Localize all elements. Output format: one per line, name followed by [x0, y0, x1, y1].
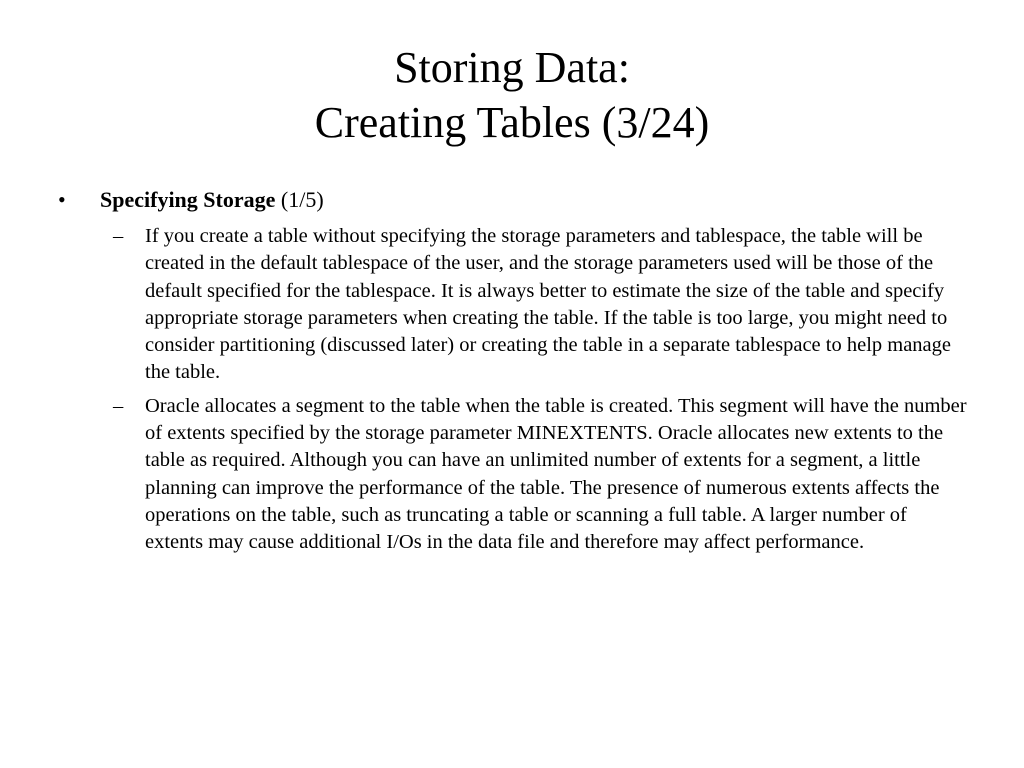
slide-body	[58, 185, 968, 563]
slide-title-line-1: Storing Data:	[394, 43, 630, 92]
bullet-heading: Specifying Storage	[100, 187, 276, 212]
dash-marker: –	[113, 394, 124, 417]
sub-bullet-text: If you create a table without specifying the storage parameters and tablespace, the table will be created in the default tablespace of the user, and the storage parameters used will be those of the default specified for the tablespace. It is always better to estimate the size of the table and specify appropriate storage parameters when creating the table. If the table is too large, you might need to consider partitioning (discussed later) or creating the table in a separate tablespace to help manage the table.	[145, 225, 952, 384]
sub-bullet-item	[58, 223, 968, 387]
bullet-heading-suffix: (1/5)	[275, 187, 324, 212]
dash-marker: –	[113, 225, 124, 247]
bullet-item	[58, 185, 968, 215]
sub-bullet-item	[58, 393, 968, 557]
slide-title-line-2: Creating Tables (3/24)	[314, 98, 710, 147]
bullet-marker: •	[58, 187, 66, 212]
sub-bullet-text: Oracle allocates a segment to the table when the table is created. This segment will have the number of extents specified by the storage parameter MINEXTENTS. Oracle allocates new extents to the table as required. Although you can have an unlimited number of extents for a segment, a little planning can improve the performance of the table. The presence of numerous extents affects the operations on the table, such as truncating a table or scanning a full table. A larger number of extents may cause additional I/Os in the data file and therefore may affect performance.	[145, 394, 967, 554]
sub-bullet-list	[58, 223, 968, 557]
slide-title	[0, 40, 1024, 150]
